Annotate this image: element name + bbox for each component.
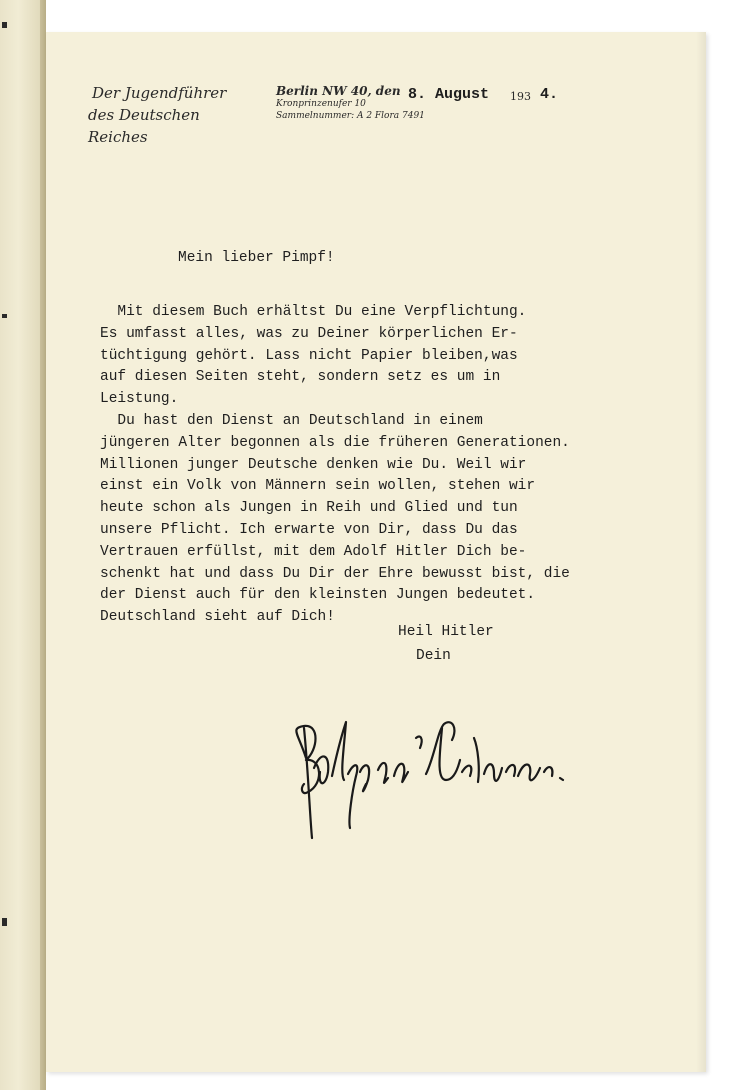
date-year-prefix: 193 — [510, 90, 531, 103]
date-day: 8. August — [408, 86, 490, 103]
body-line: schenkt hat und dass Du Dir der Ehre bewusst bist, die — [100, 565, 570, 582]
body-line: Mit diesem Buch erhältst Du eine Verpflichtung. — [100, 304, 527, 320]
body-line: Millionen junger Deutsche denken wie Du. Weil wir — [100, 456, 527, 473]
closing-dein: Dein — [416, 648, 451, 664]
body-line: auf diesen Seiten steht, sondern setz es um in — [100, 369, 501, 386]
address-city: Berlin NW 40, den — [276, 84, 401, 98]
address-phone: Sammelnummer: A 2 Flora 7491 — [276, 111, 425, 121]
letterhead-line-1: Der Jugendführer — [92, 84, 227, 102]
letterhead — [88, 82, 252, 148]
body-line: einst ein Volk von Männern sein wollen, stehen wir — [100, 478, 536, 495]
body-line: Vertrauen erfüllst, mit dem Adolf Hitler Dich be- — [100, 543, 527, 560]
body-line: Leistung. — [100, 391, 179, 408]
body-line: Du hast den Dienst an Deutschland in einem — [100, 412, 483, 429]
body-line: tüchtigung gehört. Lass nicht Papier bleiben,was — [100, 347, 518, 364]
letterhead-line-2: des Deutschen Reiches — [88, 106, 200, 146]
book-spine — [0, 0, 46, 1090]
body-line: heute schon als Jungen in Reih und Glied und tun — [100, 500, 518, 517]
body-line: Deutschland sieht auf Dich! — [100, 609, 335, 626]
body-line: unsere Pflicht. Ich erwarte von Dir, dass Du das — [100, 521, 518, 538]
date-year-suffix: 4. — [540, 86, 559, 103]
page-edge-shadow — [696, 32, 706, 1072]
closing — [398, 620, 494, 668]
letter-body — [100, 302, 600, 629]
closing-greeting: Heil Hitler — [398, 624, 494, 640]
spine-mark — [2, 918, 7, 926]
salutation: Mein lieber Pimpf! — [178, 250, 335, 266]
body-line: jüngeren Alter begonnen als die früheren Generationen. — [100, 434, 570, 451]
address-street: Kronprinzenufer 10 — [276, 99, 366, 109]
signature-drawing — [248, 688, 578, 848]
spine-mark — [2, 314, 7, 318]
handwritten-signature-icon — [248, 688, 578, 848]
body-line: Es umfasst alles, was zu Deiner körperlichen Er- — [100, 325, 518, 342]
spine-mark — [2, 22, 7, 28]
body-line: der Dienst auch für den kleinsten Jungen bedeutet. — [100, 587, 536, 604]
